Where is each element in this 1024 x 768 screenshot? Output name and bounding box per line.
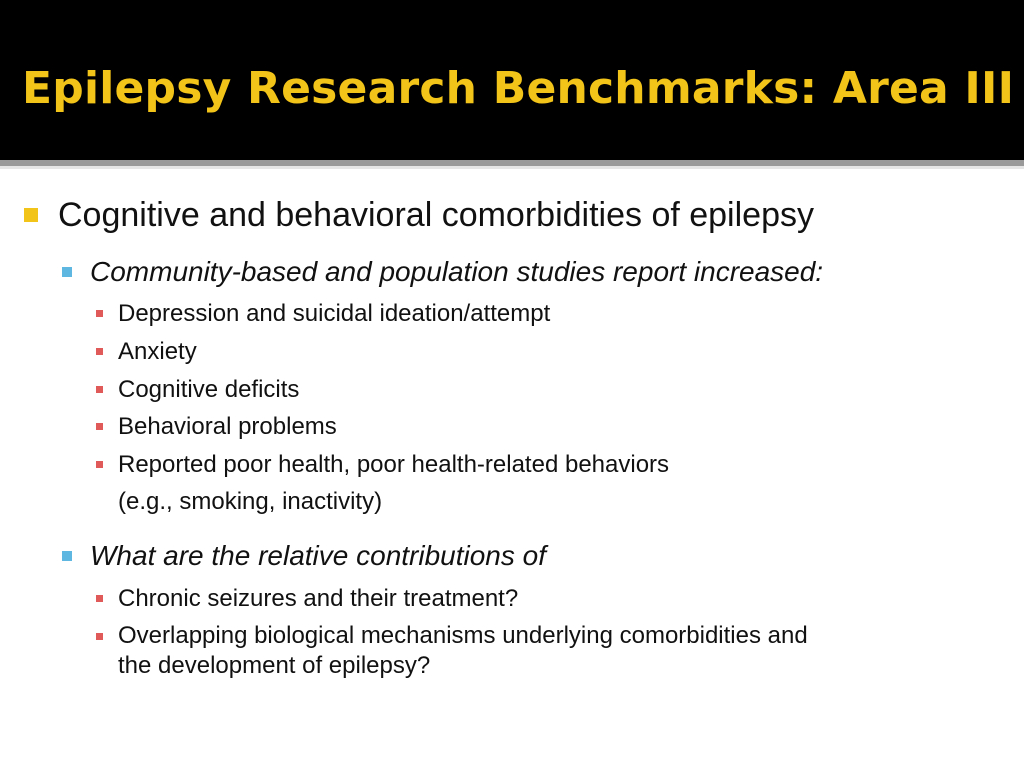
level2-bullet-icon: [62, 267, 72, 277]
list-item: Overlapping biological mechanisms underlying comorbidities and: [118, 622, 808, 649]
list-item-continuation: (e.g., smoking, inactivity): [118, 488, 383, 515]
level3-bullet-icon: [96, 633, 103, 640]
level2-bullet-icon: [62, 551, 72, 561]
list-item: Chronic seizures and their treatment?: [118, 585, 519, 612]
list-item: Depression and suicidal ideation/attempt: [118, 300, 551, 327]
level3-bullet-icon: [96, 423, 103, 430]
level1-bullet-icon: [24, 208, 38, 222]
level3-bullet-icon: [96, 310, 103, 317]
section2-heading: What are the relative contributions of: [90, 540, 547, 571]
level3-bullet-icon: [96, 348, 103, 355]
list-item: Anxiety: [118, 338, 197, 365]
level3-bullet-icon: [96, 595, 103, 602]
list-item-continuation: the development of epilepsy?: [118, 652, 431, 679]
section1-heading: Community-based and population studies report increased:: [90, 256, 824, 287]
list-item: Cognitive deficits: [118, 376, 300, 403]
list-item: Reported poor health, poor health-related behaviors: [118, 451, 670, 478]
level3-bullet-icon: [96, 461, 103, 468]
main-point: Cognitive and behavioral comorbidities of epilepsy: [58, 196, 814, 234]
level3-bullet-icon: [96, 386, 103, 393]
list-item: Behavioral problems: [118, 413, 337, 440]
slide-title: Epilepsy Research Benchmarks: Area III: [22, 63, 1015, 114]
